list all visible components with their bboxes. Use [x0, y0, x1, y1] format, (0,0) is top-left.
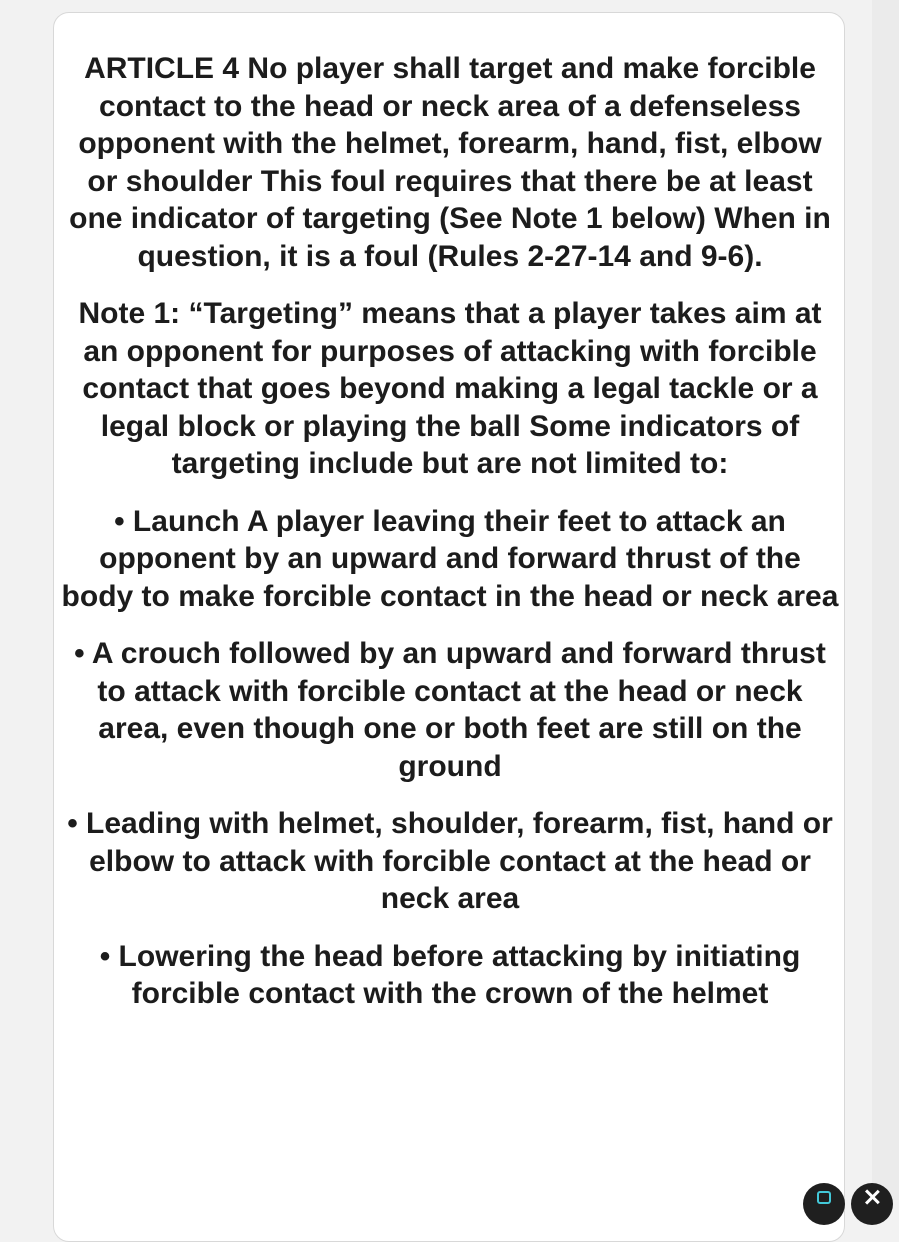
- article-paragraph-rule: ARTICLE 4 No player shall target and make forcible contact to the head or neck area of a defenseless opponent with the helmet, forearm, hand, fist, elbow or shoulder This foul requires that there be at least one indicator of targeting (See Note 1 below) When in question, it is a foul (Rules 2-27-14 and 9-6).: [69, 52, 831, 273]
- indicator-crouch: • A crouch followed by an upward and forward thrust to attack with forcible contact at the head or neck area, even though one or both feet are still on the ground: [74, 637, 826, 783]
- floating-close-button[interactable]: [851, 1183, 893, 1225]
- indicator-lowering-head: • Lowering the head before attacking by initiating forcible contact with the crown of the helmet: [99, 939, 801, 1010]
- square-outline-icon: [817, 1191, 831, 1204]
- indicator-launch: • Launch A player leaving their feet to attack an opponent by an upward and forward thrust of the body to make forcible contact in the head or neck area: [61, 504, 839, 613]
- indicator-leading: • Leading with helmet, shoulder, forearm, fist, hand or elbow to attack with forcible contact at the head or neck area: [67, 807, 833, 915]
- close-icon: [864, 1189, 880, 1205]
- article-text: [60, 50, 840, 1033]
- floating-window-button[interactable]: [803, 1183, 845, 1225]
- article-paragraph-note: Note 1: “Targeting” means that a player takes aim at an opponent for purposes of attacking with forcible contact that goes beyond making a legal tackle or a legal block or playing the ball Some indicators of targeting include but are not limited to:: [78, 297, 822, 480]
- scrollbar-track[interactable]: [872, 0, 899, 1200]
